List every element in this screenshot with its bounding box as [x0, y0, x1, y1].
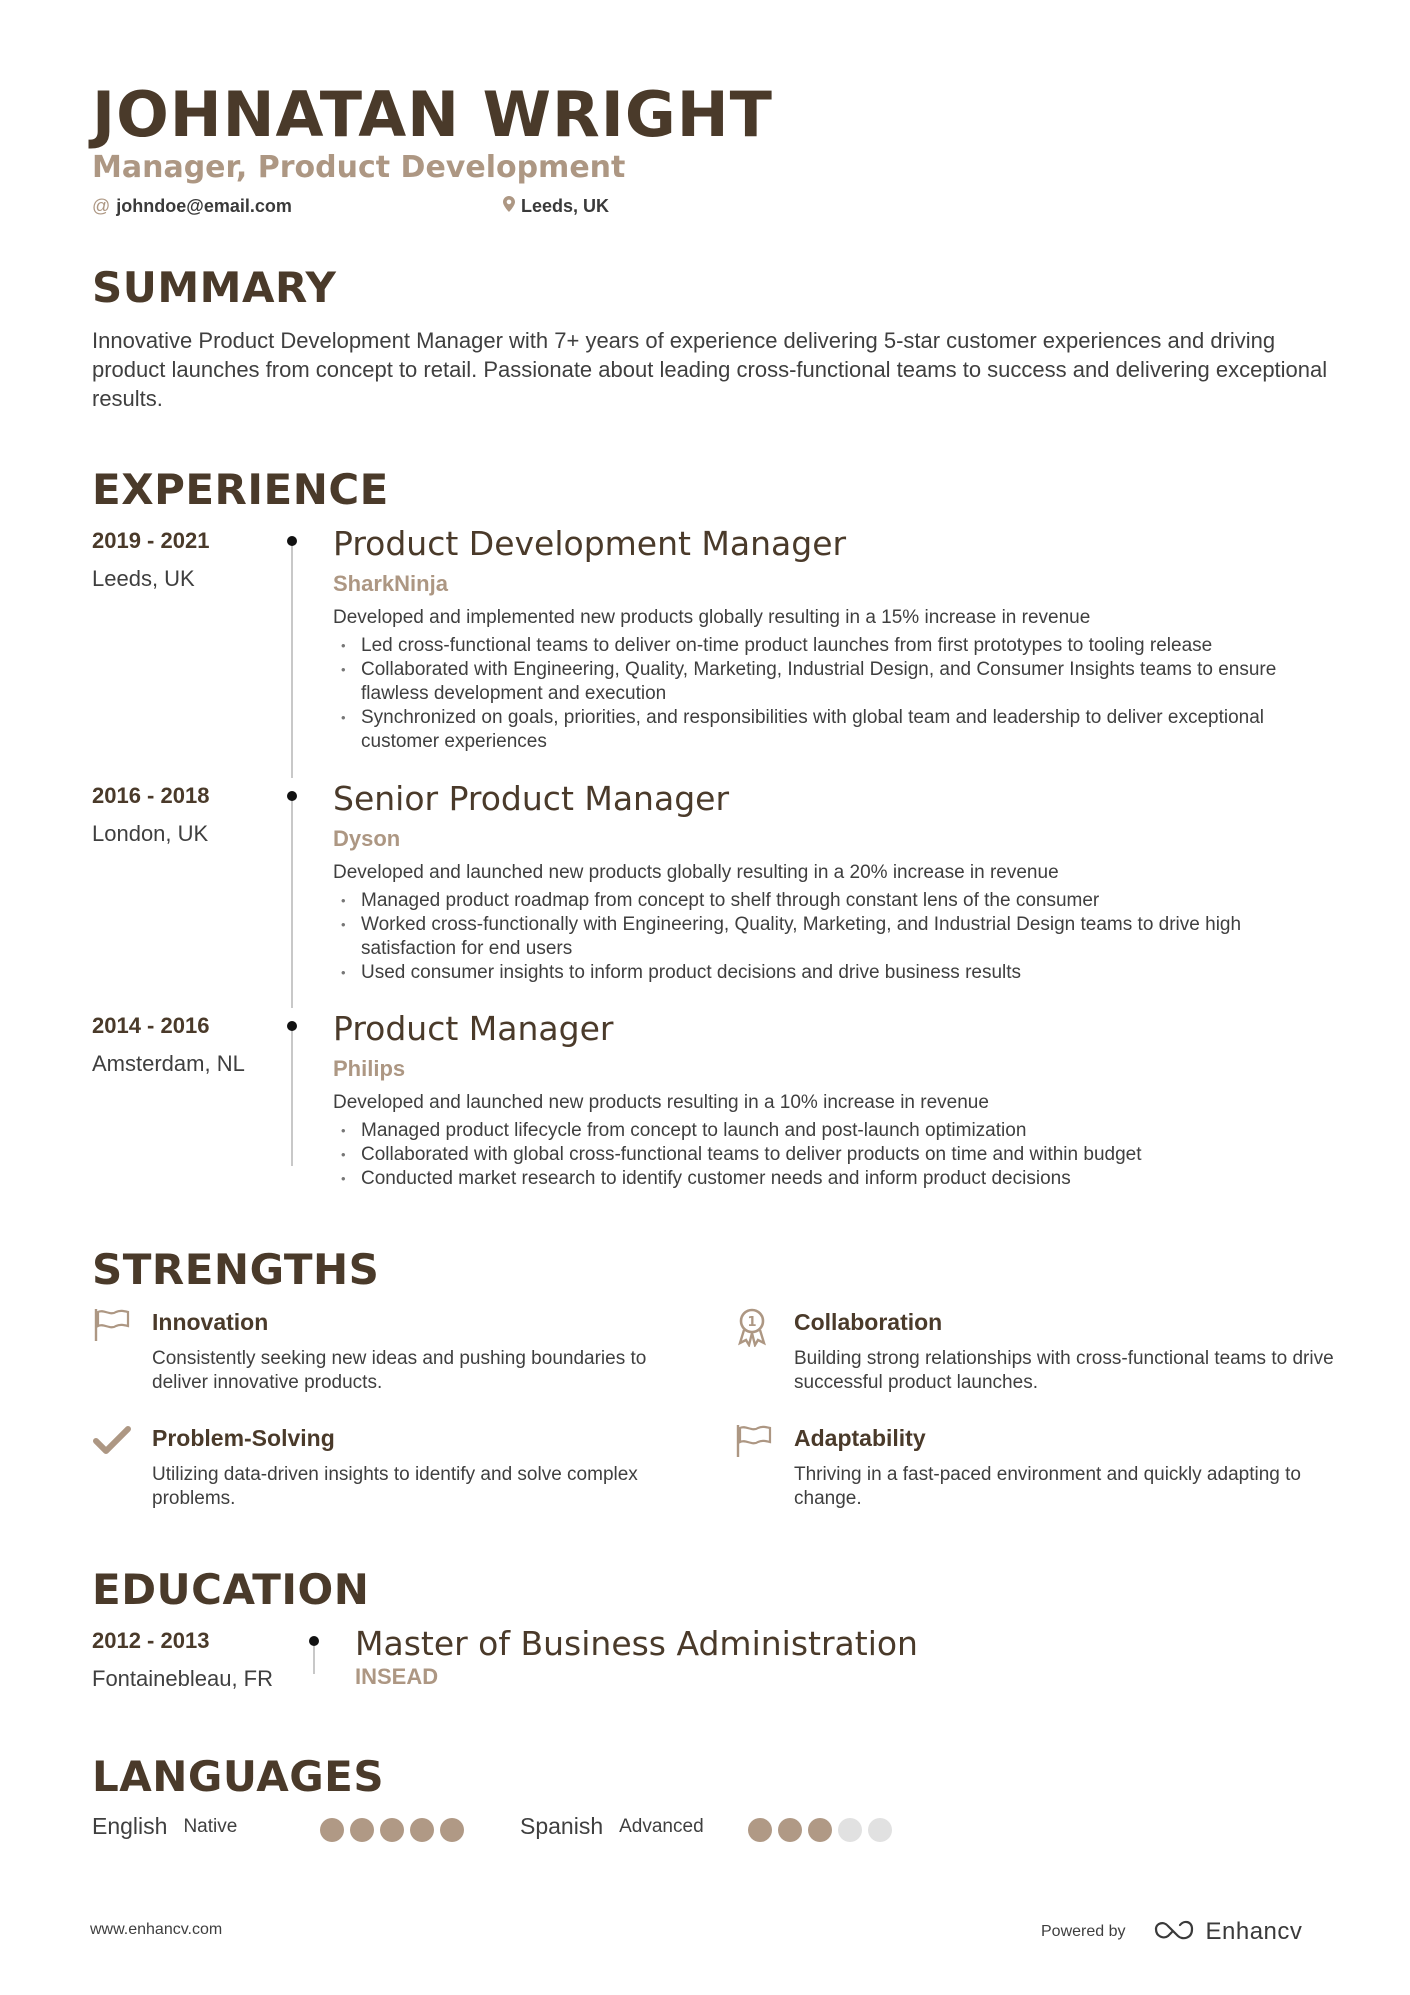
bullet-item: • Worked cross-functionally with Engineering, Quality, Marketing, and Industrial Design teams to drive high satisfaction for end users [361, 913, 1333, 961]
experience-description: Developed and implemented new products globally resulting in a 15% increase in revenue [333, 607, 1091, 628]
bullet-item: • Managed product roadmap from concept to shelf through constant lens of the consumer [361, 889, 1333, 913]
strength-description: Building strong relationships with cross-functional teams to drive successful product launches. [794, 1348, 1334, 1393]
experience-date: 2019 - 2021 [92, 528, 210, 553]
strength-title: Innovation [152, 1309, 269, 1335]
strength-title: Problem-Solving [152, 1425, 335, 1451]
contact-location [503, 196, 609, 217]
strength-description: Thriving in a fast-paced environment and quickly adapting to change. [794, 1464, 1301, 1509]
rating-dot-empty [838, 1818, 862, 1842]
flag-icon [92, 1307, 132, 1347]
rating-dot-filled [350, 1818, 374, 1842]
experience-location: London, UK [92, 821, 209, 846]
resume-page [92, 0, 1334, 1995]
rating-dot-empty [868, 1818, 892, 1842]
strength-description: Consistently seeking new ideas and pushing boundaries to deliver innovative products. [152, 1348, 647, 1393]
rating-dot-filled [440, 1818, 464, 1842]
strength-title: Adaptability [794, 1425, 926, 1451]
summary-heading: SUMMARY [92, 263, 337, 312]
education-location: Fontainebleau, FR [92, 1666, 273, 1691]
email-text: johndoe@email.com [116, 196, 292, 216]
bullet-item: • Conducted market research to identify customer needs and inform product decisions [361, 1167, 1333, 1191]
language-item [92, 1813, 237, 1840]
experience-location: Amsterdam, NL [92, 1051, 245, 1076]
language-rating [320, 1818, 464, 1842]
experience-heading: EXPERIENCE [92, 465, 389, 514]
bullet-item: • Led cross-functional teams to deliver on-time product launches from first prototypes to tooling release [361, 634, 1333, 658]
strength-description: Utilizing data-driven insights to identify and solve complex problems. [152, 1464, 638, 1509]
experience-description: Developed and launched new products resulting in a 10% increase in revenue [333, 1092, 989, 1113]
timeline-dot [287, 1021, 297, 1031]
bullet-item: • Collaborated with Engineering, Quality, Marketing, Industrial Design, and Consumer Insights teams to ensure flawless development and execution [361, 658, 1333, 706]
language-rating [748, 1818, 892, 1842]
experience-title: Senior Product Manager [333, 779, 730, 818]
experience-date: 2016 - 2018 [92, 783, 210, 808]
timeline-line [291, 540, 293, 778]
experience-title: Product Development Manager [333, 524, 847, 563]
checkmark-icon [92, 1423, 132, 1463]
strength-title: Collaboration [794, 1309, 943, 1335]
experience-bullets [333, 1119, 1333, 1191]
svg-text:1: 1 [747, 1315, 757, 1330]
rating-dot-filled [380, 1818, 404, 1842]
powered-by-label: Powered by [1041, 1922, 1126, 1940]
bullet-item: • Synchronized on goals, priorities, and responsibilities with global team and leadership to deliver exceptional customer experiences [361, 706, 1333, 754]
at-icon: @ [92, 196, 111, 216]
location-text: Leeds, UK [521, 196, 610, 216]
education-heading: EDUCATION [92, 1565, 370, 1614]
rating-dot-filled [778, 1818, 802, 1842]
experience-company: Philips [333, 1056, 406, 1081]
contact-email[interactable] [92, 196, 292, 217]
rating-dot-filled [808, 1818, 832, 1842]
language-item [520, 1813, 704, 1840]
timeline-line [291, 796, 293, 1008]
timeline-dot [287, 791, 297, 801]
education-date: 2012 - 2013 [92, 1628, 210, 1653]
timeline-line [313, 1646, 315, 1674]
bullet-item: • Managed product lifecycle from concept to launch and post-launch optimization [361, 1119, 1333, 1143]
experience-company: SharkNinja [333, 571, 448, 596]
rating-dot-filled [410, 1818, 434, 1842]
candidate-name: JOHNATAN WRIGHT [92, 78, 773, 151]
language-name: English [92, 1813, 168, 1839]
strengths-heading: STRENGTHS [92, 1245, 380, 1294]
timeline-dot [309, 1636, 319, 1646]
summary-text: Innovative Product Development Manager with 7+ years of experience delivering 5-star customer experiences and driving product launches from concept to retail. Passionate about leading cross-functional teams to success and delivering exceptional results. [92, 328, 1328, 411]
map-pin-icon [503, 196, 515, 217]
rating-dot-filled [748, 1818, 772, 1842]
experience-bullets [333, 634, 1333, 754]
brand-name: Enhancv [1205, 1917, 1303, 1945]
experience-title: Product Manager [333, 1009, 614, 1048]
experience-location: Leeds, UK [92, 566, 195, 591]
rating-dot-filled [320, 1818, 344, 1842]
timeline-line [291, 1026, 293, 1166]
bullet-item: • Used consumer insights to inform product decisions and drive business results [361, 961, 1333, 985]
language-level: Advanced [619, 1815, 704, 1837]
award-icon [734, 1307, 774, 1347]
flag-icon [734, 1423, 774, 1463]
candidate-role: Manager, Product Development [92, 150, 626, 185]
language-name: Spanish [520, 1813, 604, 1839]
language-level: Native [183, 1815, 238, 1837]
education-school: INSEAD [355, 1664, 439, 1689]
experience-bullets [333, 889, 1333, 985]
education-degree: Master of Business Administration [355, 1624, 918, 1663]
languages-heading: LANGUAGES [92, 1752, 385, 1801]
experience-date: 2014 - 2016 [92, 1013, 210, 1038]
timeline-dot [287, 536, 297, 546]
experience-company: Dyson [333, 826, 401, 851]
powered-by[interactable] [1041, 1917, 1302, 1946]
enhancv-logo-icon [1152, 1917, 1198, 1946]
website-link[interactable]: www.enhancv.com [90, 1921, 223, 1938]
bullet-item: • Collaborated with global cross-functional teams to deliver products on time and within budget [361, 1143, 1333, 1167]
experience-description: Developed and launched new products globally resulting in a 20% increase in revenue [333, 862, 1059, 883]
